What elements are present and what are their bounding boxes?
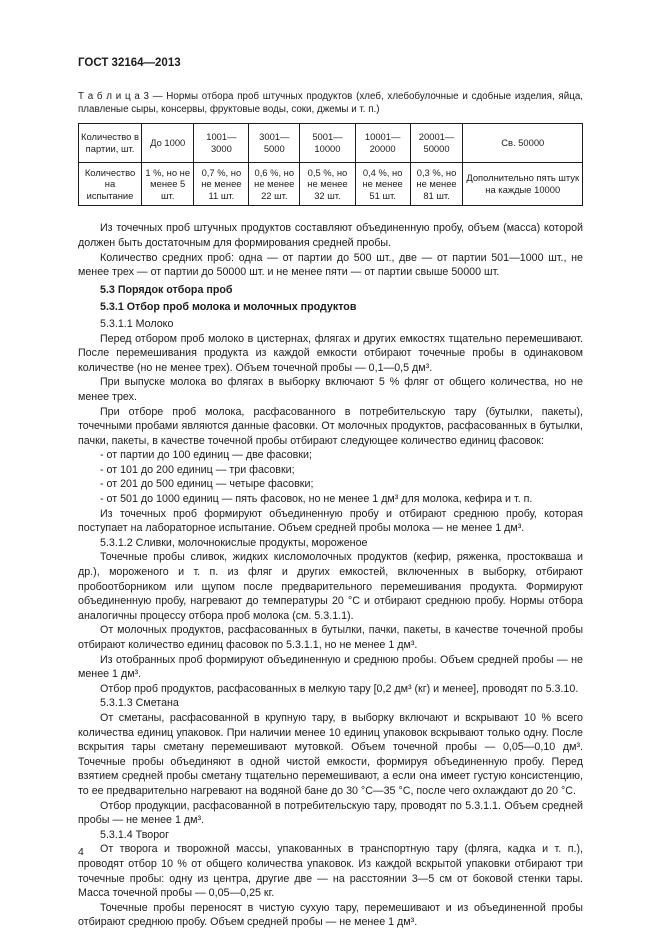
table-cell: 0,7 %, но не менее 11 шт. [194,162,249,206]
paragraph: От молочных продуктов, расфасованных в бутылки, пачки, пакеты, в качестве точечной пробы отбирают количество единиц фасовок по 5.3.1.1, но не менее 1 дм³. [78,624,583,651]
table-cell: 10001— 20000 [355,123,410,162]
paragraph: Точечные пробы сливок, жидких кисломолочных продуктов (кефир, ряженка, простокваша и др.), мороженого и т. п. из фляг и других емкостей, включенных в выборку, отбирают пробоотборником или щупом после предварительного перемешивания продукта. Формируют объединенную пробу, нагревают до температуры 20 °С и отбирают среднюю пробу. Нормы отбора аналогичны процессу отбора проб молока (см. 5.3.1.1). [78,551,583,622]
row-header-party: Количество в партии, шт. [79,123,142,162]
subsection-5-3-1-1: 5.3.1.1 Молоко [100,317,174,330]
subsection-5-3-1-3: 5.3.1.3 Сметана [100,697,179,710]
table-caption: Т а б л и ц а 3 — Нормы отбора проб штучных продуктов (хлеб, хлебобулочные и сдобные изделия, яйца, плавленые сыры, консервы, фруктовые воды, соки, джемы и т. п.) [78,91,583,115]
subsection-5-3-1-2: 5.3.1.2 Сливки, молочнокислые продукты, мороженое [100,536,368,549]
table-cell: 0,3 %, но не менее 81 шт. [410,162,463,206]
section-heading-5-3-1: 5.3.1 Отбор проб молока и молочных продуктов [100,301,357,314]
paragraph: Из отобранных проб формируют объединенную и среднюю пробы. Объем средней пробы — не менее 1 дм³. [78,653,583,681]
sampling-norms-table [78,123,583,207]
table-cell: 0,5 %, но не менее 32 шт. [300,162,355,206]
table-cell: 1 %, но не менее 5 шт. [142,162,194,206]
page-number: 4 [78,846,84,858]
standard-number-header: ГОСТ 32164—2013 [78,57,181,69]
table-cell: До 1000 [142,123,194,162]
paragraph: Из точечных проб формируют объединенную пробу и отбирают среднюю пробу, которая поступает на лабораторное испытание. Объем средней пробы молока — не менее 1 дм³. [78,507,583,535]
paragraph: При отборе проб молока, расфасованного в потребительскую тару (бутылки, пакеты), точечными пробами являются данные фасовки. От молочных продуктов, расфасованных в бутылки, пачки, пакеты, в качестве точечной пробы отбирают следующее количество единиц фасовок: [78,405,583,447]
paragraph: Отбор продукции, расфасованной в потребительскую тару, проводят по 5.3.1.1. Объем средней пробы — не менее 1 дм³. [78,799,583,827]
table-cell: 0,6 %, но не менее 22 шт. [249,162,300,206]
row-header-test: Количество на испытание [79,162,142,206]
paragraph: От сметаны, расфасованной в крупную тару, в выборку включают и вскрывают 10 % всего количества единиц упаковок. При наличии менее 10 единиц упаковок вскрывают только одну. После вскрытия тары сметану перемешивают мутовкой. Объем точечной пробы — 0,05—0,10 дм³. Точечные пробы объединяют в одной чистой емкости, формируя объединенную пробу. Перед взятием средней пробы сметану тщательно перемешивают, а если она имеет густую консистенцию, то ее предварительно нагревают на водяной бане до 30 °С—35 °С, после чего охлаждают до 20 °С. [78,711,583,797]
paragraph: Отбор проб продуктов, расфасованных в мелкую тару [0,2 дм³ (кг) и менее], проводят по 5.3.10. [100,682,579,695]
paragraph: Точечные пробы переносят в чистую сухую тару, перемешивают и из объединенной пробы отбирают среднюю пробу. Объем средней пробы — не менее 1 дм³. [78,901,583,929]
list-item: - от партии до 100 единиц — две фасовки; [100,449,312,462]
table-cell: Св. 50000 [463,123,583,162]
table-cell: Дополнительно пять штук на каждые 10000 [463,162,583,206]
list-item: - от 201 до 500 единиц — четыре фасовки; [100,478,314,491]
list-item: - от 501 до 1000 единиц — пять фасовок, но не менее 1 дм³ для молока, кефира и т. п. [100,493,533,506]
paragraph: От творога и творожной массы, упакованных в транспортную тару (фляга, кадка и т. п.), проводят отбор 10 % от общего количества упаковок. Из каждой вскрытой упаковки отбирают три точечные пробы: одну из центра, другие две — на расстоянии 3—5 см от боковой стенки тары. Масса точечной пробы — 0,05—0,25 кг. [78,843,583,900]
paragraph: Количество средних проб: одна — от партии до 500 шт., две — от партии 501—1000 шт., не менее трех — от партии до 50000 шт. и не менее пяти — от партии свыше 50000 шт. [78,251,583,279]
table-cell: 3001— 5000 [249,123,300,162]
table-cell: 5001— 10000 [300,123,355,162]
table-row [79,123,583,162]
paragraph: При выпуске молока во флягах в выборку включают 5 % фляг от общего количества, но не менее трех. [78,376,583,403]
document-body [78,221,583,930]
subsection-5-3-1-4: 5.3.1.4 Творог [100,828,169,841]
paragraph: Из точечных проб штучных продуктов составляют объединенную пробу, объем (масса) которой должен быть достаточным для формирования средней пробы. [78,222,583,249]
table-cell: 1001— 3000 [194,123,249,162]
list-item: - от 101 до 200 единиц — три фасовки; [100,463,295,476]
section-heading-5-3: 5.3 Порядок отбора проб [100,283,233,296]
table-row [79,162,583,206]
paragraph: Перед отбором проб молоко в цистернах, флягах и других емкостях тщательно перемешивают. После перемешивания продукта из каждой емкости отбирают точечные пробы в одинаковом количестве (но не менее трех). Объем точечной пробы — 0,1—0,5 дм³. [78,332,583,374]
table-cell: 20001— 50000 [410,123,463,162]
table-cell: 0,4 %, но не менее 51 шт. [355,162,410,206]
